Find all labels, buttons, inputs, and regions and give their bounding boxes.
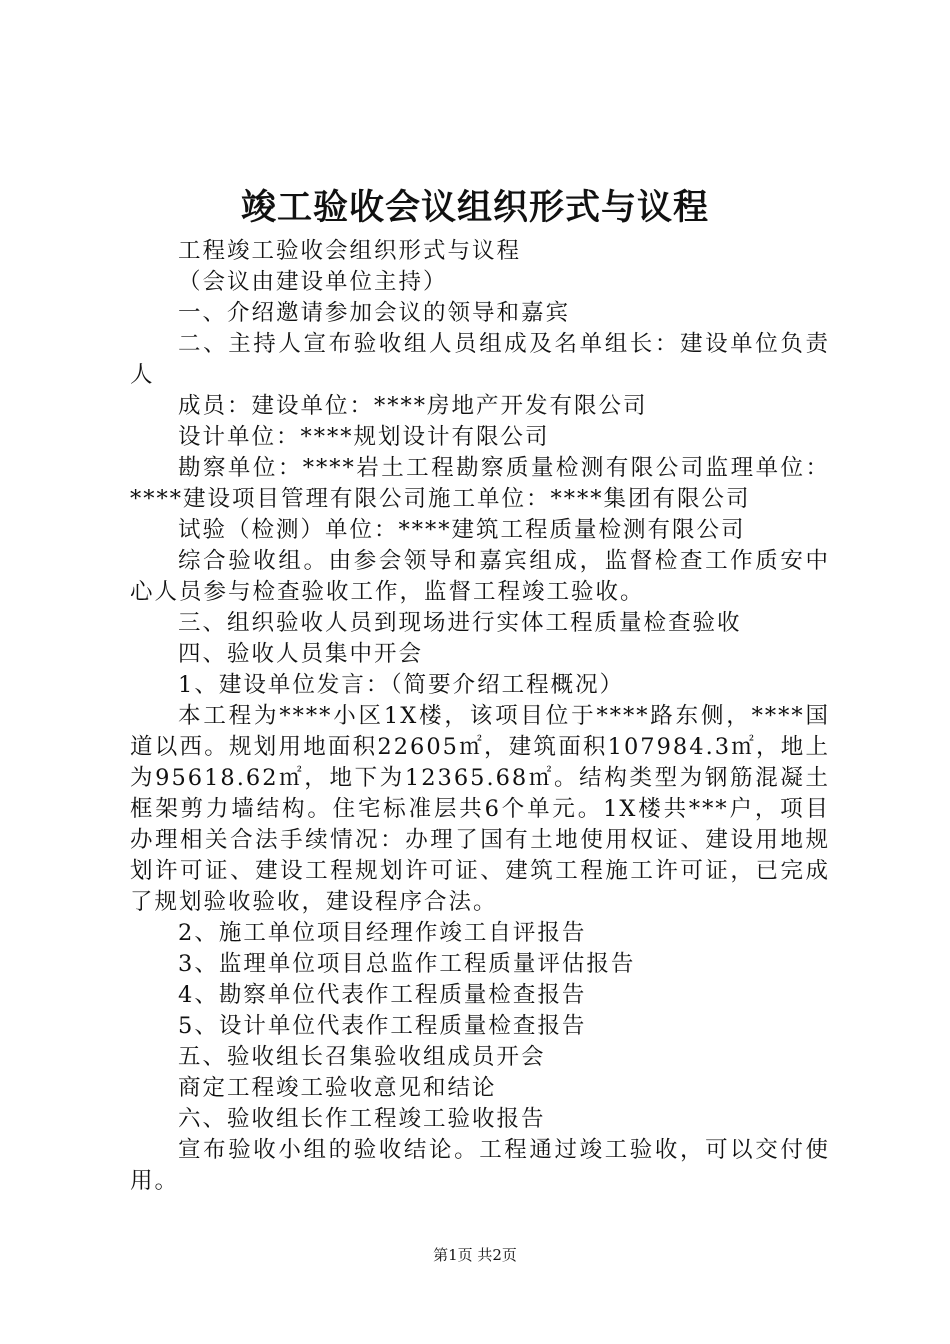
paragraph: 六、验收组长作工程竣工验收报告 [178, 1106, 546, 1132]
paragraph: 2、施工单位项目经理作竣工自评报告 [178, 920, 587, 946]
paragraph: （会议由建设单位主持） [178, 269, 448, 295]
paragraph: 本工程为****小区1X楼，该项目位于****路东侧，****国道以西。规划用地面积22605㎡，建筑面积107984.3㎡，地上为95618.62㎡，地下为12365.68㎡。结构类型为钢筋混凝土框架剪力墙结构。住宅标准层共6个单元。1X楼共***户，项目办理相关合法手续情况：办理了国有土地使用权证、建设用地规划许可证、建设工程规划许可证、建筑工程施工许可证，已完成了规划验收验收，建设程序合法。 [130, 703, 830, 915]
paragraph: 综合验收组。由参会领导和嘉宾组成，监督检查工作质安中心人员参与检查验收工作，监督工程竣工验收。 [130, 548, 830, 605]
document-body [130, 236, 830, 1197]
paragraph: 勘察单位：****岩土工程勘察质量检测有限公司监理单位：****建设项目管理有限公司施工单位：****集团有限公司 [130, 455, 830, 512]
paragraph: 二、主持人宣布验收组人员组成及名单组长：建设单位负责人 [130, 331, 830, 388]
paragraph: 3、监理单位项目总监作工程质量评估报告 [178, 951, 636, 977]
paragraph: 成员：建设单位：****房地产开发有限公司 [178, 393, 648, 419]
paragraph: 4、勘察单位代表作工程质量检查报告 [178, 982, 587, 1008]
paragraph: 三、组织验收人员到现场进行实体工程质量检查验收 [178, 610, 742, 636]
paragraph: 五、验收组长召集验收组成员开会 [178, 1044, 546, 1070]
paragraph: 一、介绍邀请参加会议的领导和嘉宾 [178, 300, 571, 326]
paragraph: 工程竣工验收会组织形式与议程 [178, 238, 522, 264]
paragraph: 5、设计单位代表作工程质量检查报告 [178, 1013, 587, 1039]
paragraph: 四、验收人员集中开会 [178, 641, 424, 667]
paragraph: 1、建设单位发言：（简要介绍工程概况） [178, 672, 625, 698]
page-footer: 第1页 共2页 [433, 1246, 517, 1264]
paragraph: 试验（检测）单位：****建筑工程质量检测有限公司 [178, 517, 746, 543]
paragraph: 宣布验收小组的验收结论。工程通过竣工验收，可以交付使用。 [130, 1137, 830, 1194]
paragraph: 设计单位：****规划设计有限公司 [178, 424, 550, 450]
document-title: 竣工验收会议组织形式与议程 [240, 187, 709, 228]
paragraph: 商定工程竣工验收意见和结论 [178, 1075, 497, 1101]
